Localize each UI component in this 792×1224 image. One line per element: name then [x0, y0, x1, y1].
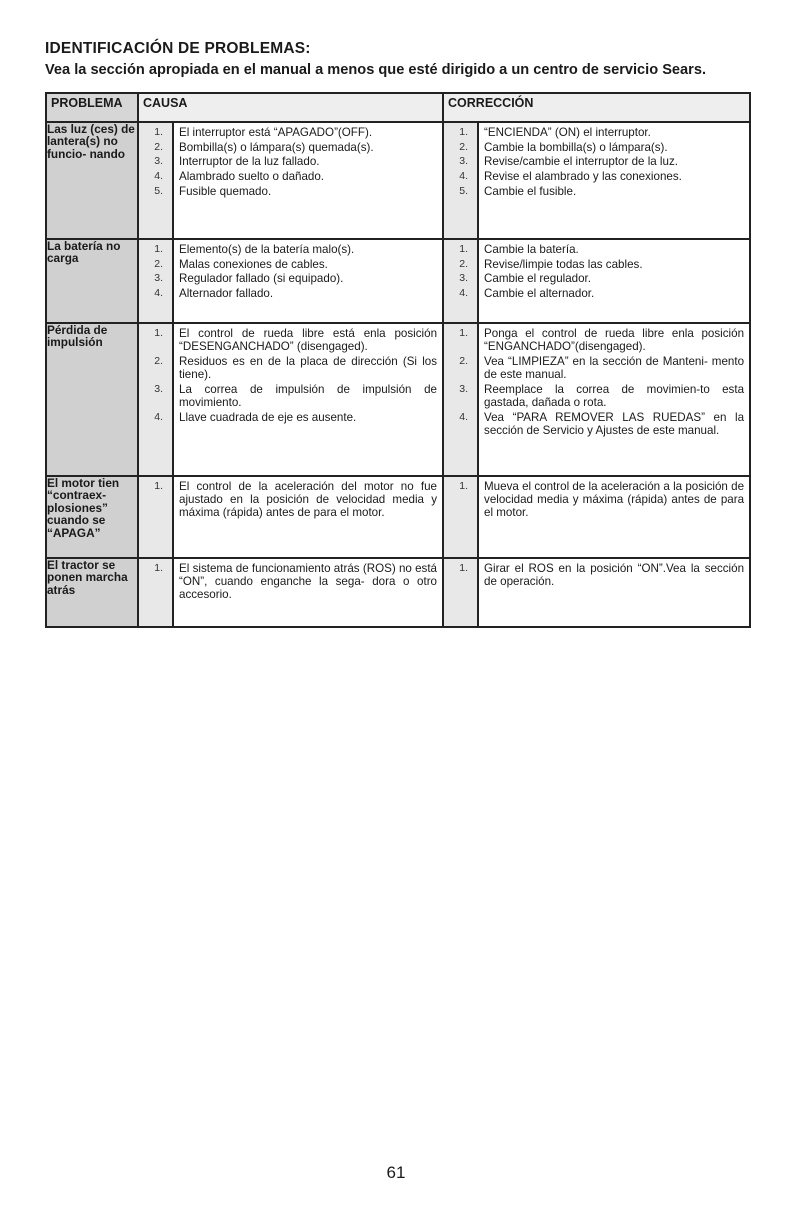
correction-text: Reemplace la correa de movimien-to esta gastada, dañada o rota. — [484, 382, 745, 409]
table-row — [46, 558, 750, 627]
table-row — [46, 122, 750, 239]
correction-text: Ponga el control de rueda libre enla posición “ENGANCHADO”(disengaged). — [484, 327, 745, 354]
cause-texts — [173, 239, 443, 323]
correction-number: 1. — [459, 243, 469, 255]
cause-numbers — [138, 558, 173, 627]
correction-number: 5. — [459, 184, 469, 197]
cause-text: Residuos es en de la placa de dirección (Si los tiene). — [179, 354, 438, 382]
cause-number: 4. — [154, 170, 163, 183]
correction-numbers — [443, 323, 478, 476]
correction-number: 4. — [459, 287, 469, 300]
correction-number: 4. — [459, 410, 469, 423]
page-title: IDENTIFICACIÓN DE PROBLEMAS: — [45, 40, 311, 57]
problem-cell: Las luz (ces) de lantera(s) no funcio- nando — [46, 122, 138, 239]
column-header-cause: CAUSA — [138, 93, 443, 122]
cause-text: Elemento(s) de la batería malo(s). — [179, 243, 355, 256]
correction-text: Cambie la bombilla(s) o lámpara(s). — [484, 140, 668, 154]
correction-texts — [478, 122, 750, 239]
cause-text: Regulador fallado (si equipado). — [179, 272, 344, 286]
correction-number: 2. — [459, 140, 469, 153]
correction-numbers — [443, 558, 478, 627]
correction-text: Vea “LIMPIEZA” en la sección de Manteni- mento de este manual. — [484, 354, 745, 382]
correction-number: 3. — [459, 155, 469, 168]
table-header-row — [46, 93, 750, 122]
cause-text: El interruptor está “APAGADO”(OFF). — [179, 126, 373, 139]
correction-text: Mueva el control de la aceleración a la posición de velocidad media y máxima (rápida) antes de para el motor. — [484, 480, 745, 520]
column-header-correction: CORRECCIÓN — [443, 93, 750, 122]
cause-texts — [173, 476, 443, 558]
cause-numbers — [138, 122, 173, 239]
correction-text: Girar el ROS en la posición “ON”.Vea la sección de operación. — [484, 562, 745, 589]
page-subtitle: Vea la sección apropiada en el manual a menos que esté dirigido a un centro de servicio Sears. — [45, 62, 707, 78]
correction-text: Cambie el alternador. — [484, 287, 595, 301]
correction-text: Revise/cambie el interruptor de la luz. — [484, 155, 678, 169]
table-row — [46, 476, 750, 558]
cause-texts — [173, 323, 443, 476]
correction-text: Cambie el regulador. — [484, 272, 591, 286]
cause-number: 3. — [154, 272, 163, 285]
cause-numbers — [138, 476, 173, 558]
cause-number: 3. — [154, 155, 163, 168]
cause-text: La correa de impulsión de impulsión de movimiento. — [179, 382, 438, 409]
cause-number: 1. — [154, 243, 163, 255]
correction-number: 1. — [459, 480, 469, 492]
cause-texts — [173, 122, 443, 239]
correction-text: Cambie la batería. — [484, 243, 579, 256]
cause-number: 3. — [154, 382, 163, 395]
cause-number: 1. — [154, 480, 163, 492]
column-header-problem: PROBLEMA — [46, 93, 138, 122]
correction-text: Revise/limpie todas las cables. — [484, 257, 643, 271]
cause-number: 2. — [154, 257, 163, 270]
correction-number: 1. — [459, 327, 469, 339]
correction-texts — [478, 476, 750, 558]
cause-number: 1. — [154, 126, 163, 138]
cause-number: 1. — [154, 327, 163, 339]
cause-number: 1. — [154, 562, 163, 574]
correction-numbers — [443, 239, 478, 323]
problem-cell: Pérdida de impulsión — [46, 323, 138, 476]
page-number: 61 — [386, 1163, 406, 1182]
cause-text: Alambrado suelto o dañado. — [179, 170, 325, 184]
troubleshooting-table — [45, 92, 751, 628]
cause-text: El control de la aceleración del motor no fue ajustado en la posición de velocidad media y máxima (rápida) antes de para el motor. — [179, 480, 438, 520]
correction-number: 4. — [459, 170, 469, 183]
correction-number: 3. — [459, 272, 469, 285]
correction-number: 2. — [459, 257, 469, 270]
cause-numbers — [138, 239, 173, 323]
correction-number: 1. — [459, 126, 469, 138]
cause-number: 2. — [154, 140, 163, 153]
cause-number: 4. — [154, 410, 163, 423]
cause-text: Interruptor de la luz fallado. — [179, 155, 320, 169]
correction-texts — [478, 323, 750, 476]
cause-number: 4. — [154, 287, 163, 300]
cause-number: 5. — [154, 184, 163, 197]
problem-cell: El motor tien “contraex- plosiones” cuando se “APAGA” — [46, 476, 138, 558]
cause-text: El sistema de funcionamiento atrás (ROS) no está “ON”, cuando enganche la sega- dora o otro accesorio. — [179, 562, 438, 602]
problem-cell: El tractor se ponen marcha atrás — [46, 558, 138, 627]
correction-texts — [478, 239, 750, 323]
cause-text: Fusible quemado. — [179, 184, 272, 198]
cause-texts — [173, 558, 443, 627]
correction-numbers — [443, 476, 478, 558]
cause-number: 2. — [154, 354, 163, 367]
correction-number: 1. — [459, 562, 469, 574]
cause-text: Bombilla(s) o lámpara(s) quemada(s). — [179, 140, 374, 154]
cause-text: Alternador fallado. — [179, 287, 274, 301]
correction-text: Vea “PARA REMOVER LAS RUEDAS” en la sección de Servicio y Ajustes de este manual. — [484, 410, 745, 437]
correction-text: Revise el alambrado y las conexiones. — [484, 170, 682, 184]
cause-numbers — [138, 323, 173, 476]
cause-text: Malas conexiones de cables. — [179, 257, 328, 271]
cause-text: El control de rueda libre está enla posición “DESENGANCHADO” (disengaged). — [179, 327, 438, 354]
table-row — [46, 239, 750, 323]
cause-text: Llave cuadrada de eje es ausente. — [179, 410, 357, 424]
table-row — [46, 323, 750, 476]
problem-cell: La batería no carga — [46, 239, 138, 323]
correction-texts — [478, 558, 750, 627]
correction-number: 3. — [459, 382, 469, 395]
correction-text: “ENCIENDA” (ON) el interruptor. — [484, 126, 651, 139]
correction-text: Cambie el fusible. — [484, 184, 577, 198]
correction-numbers — [443, 122, 478, 239]
correction-number: 2. — [459, 354, 469, 367]
